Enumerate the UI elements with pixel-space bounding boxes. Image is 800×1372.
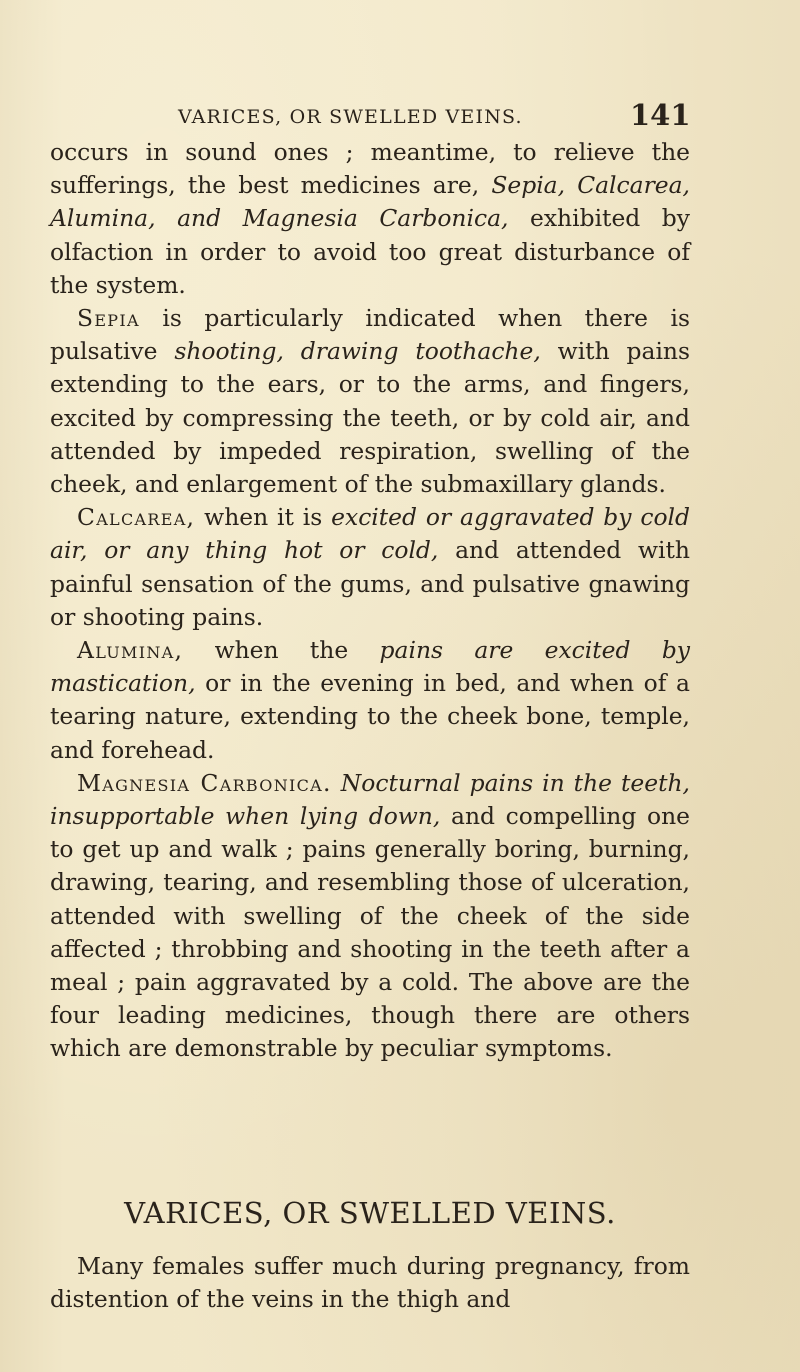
magnesia-text-1	[332, 769, 341, 797]
intro-text-1: occurs in sound ones ; meantime, to relieve the sufferings, the best medicines are,	[50, 138, 690, 200]
sepia-text-1: is particularly indicated when there is pulsative	[50, 304, 690, 366]
calcarea-emphasis: excited or aggravated by cold air, or any thing hot or cold,	[50, 503, 690, 565]
alumina-text-1: when the	[183, 636, 380, 665]
section-body	[50, 1250, 690, 1316]
magnesia-emphasis: Nocturnal pains in the teeth, insupportable when lying down,	[50, 768, 690, 831]
paragraph-alumina	[50, 634, 690, 767]
body-text	[50, 136, 690, 1066]
section-heading: VARICES, OR SWELLED VEINS.	[124, 1196, 616, 1230]
sepia-emphasis: shooting, drawing toothache,	[174, 337, 541, 366]
remedy-name-magnesia: Magnesia Carbonica.	[77, 768, 332, 797]
alumina-text-2: or in the evening in bed, and when of a tearing nature, extending to the cheek bone, temple, and forehead.	[50, 669, 690, 764]
remedy-name-sepia: Sepia	[77, 304, 140, 333]
intro-remedies: Sepia, Calcarea, Alumina, and Magnesia Carbonica,	[50, 171, 690, 233]
paragraph-sepia	[50, 302, 690, 501]
page-header	[178, 98, 691, 138]
calcarea-text-1: when it is	[195, 503, 332, 532]
remedy-name-alumina: Alumina,	[77, 636, 184, 665]
section-paragraph: Many females suffer much during pregnancy, from distention of the veins in the thigh and	[50, 1252, 690, 1313]
running-head: VARICES, OR SWELLED VEINS.	[178, 106, 523, 128]
remedy-name-calcarea: Calcarea,	[77, 503, 196, 532]
page-number: 141	[630, 98, 691, 132]
paragraph-intro	[50, 136, 690, 302]
paragraph-calcarea	[50, 501, 690, 634]
calcarea-text-2: and attended with painful sensation of the gums, and pulsative gnawing or shooting pains.	[50, 536, 690, 631]
alumina-emphasis: pains are excited by mastication,	[50, 636, 691, 698]
magnesia-text-2: and compelling one to get up and walk ; pains generally boring, burning, drawing, tearing, and resembling those of ulceration, attended with swelling of the cheek of the side affected ; throbbing and shooting in the teeth after a meal ; pain aggravated by a cold. The above are the four leading medicines, though there are others which are demonstrable by peculiar symptoms.	[50, 802, 690, 1063]
paragraph-magnesia	[50, 767, 690, 1066]
sepia-text-2: with pains extending to the ears, or to the arms, and fingers, excited by compressing the teeth, or by cold air, and attended by impeded respiration, swelling of the cheek, and enlargement of the submaxillary glands.	[50, 337, 691, 499]
intro-text-2: exhibited by olfaction in order to avoid too great disturbance of the system.	[50, 204, 690, 299]
